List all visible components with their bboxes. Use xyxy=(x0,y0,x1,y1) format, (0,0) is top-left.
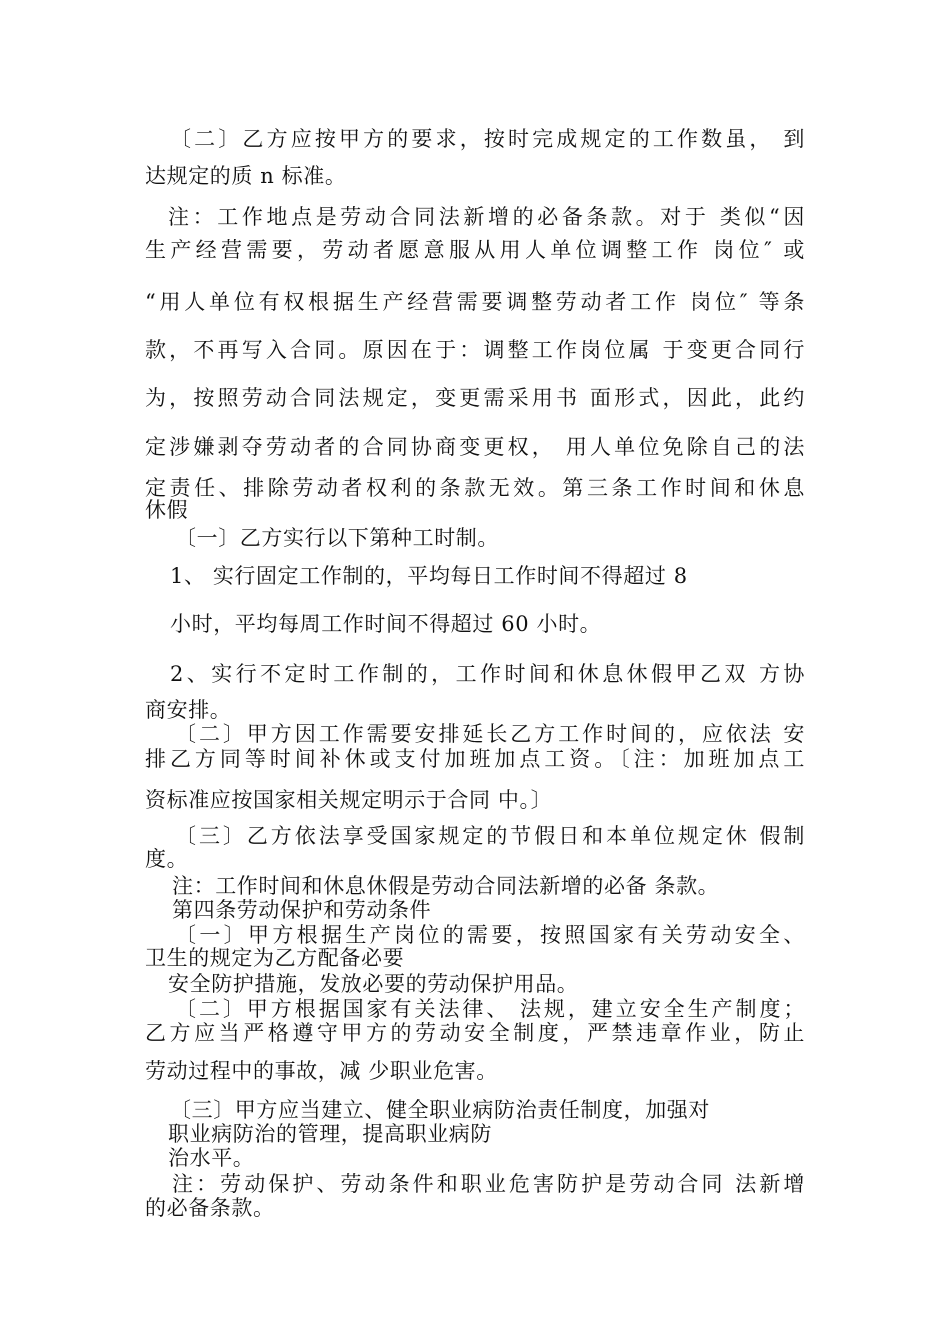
text-line-17: 排乙方同等时间补休或支付加班加点工资。〔注：加班加点工 xyxy=(145,747,805,771)
text-line-1: 〔二〕乙方应按甲方的要求，按时完成规定的工作数虽， 到 xyxy=(170,127,805,151)
text-line-26: 〔二〕甲方根据国家有关法律、 法规，建立安全生产制度； xyxy=(175,997,805,1021)
text-line-13: 小时，平均每周工作时间不得超过 60 小时。 xyxy=(170,612,602,636)
text-line-29: 〔三〕甲方应当建立、健全职业病防治责任制度，加强对 xyxy=(170,1098,710,1122)
text-line-21: 注：工作时间和休息休假是劳动合同法新增的必备 条款。 xyxy=(172,874,720,898)
text-line-23: 〔一〕甲方根据生产岗位的需要，按照国家有关劳动安全、 xyxy=(175,923,805,947)
text-line-7: 为，按照劳动合同法规定，变更需采用书 面形式，因此，此约 xyxy=(145,386,805,410)
text-line-9: 定责任、排除劳动者权利的条款无效。第三条工作时间和休息 xyxy=(145,476,805,500)
text-line-22: 第四条劳动保护和劳动条件 xyxy=(172,898,432,922)
text-line-6: 款，不再写入合同。原因在于：调整工作岗位属 于变更合同行 xyxy=(145,338,805,362)
text-line-4: 生产经营需要，劳动者愿意服从用人单位调整工作 岗位″ 或 xyxy=(145,238,805,262)
text-line-10: 休假 xyxy=(145,498,189,522)
text-line-31: 治水平。 xyxy=(168,1146,255,1170)
text-line-14: 2、实行不定时工作制的，工作时间和休息休假甲乙双 方协 xyxy=(170,662,805,686)
text-line-15: 商安排。 xyxy=(145,698,232,722)
text-line-3: 注：工作地点是劳动合同法新增的必备条款。对于 类似“因 xyxy=(168,205,805,229)
text-line-24: 卫生的规定为乙方配备必要 xyxy=(145,946,405,970)
text-line-33: 的必备条款。 xyxy=(145,1196,275,1220)
text-line-32: 注：劳动保护、劳动条件和职业危害防护是劳动合同 法新增 xyxy=(172,1172,805,1196)
text-line-8: 定涉嫌剥夺劳动者的合同协商变更权， 用人单位免除自己的法 xyxy=(145,435,805,459)
text-line-25: 安全防护措施，发放必要的劳动保护用品。 xyxy=(168,972,579,996)
text-line-18: 资标准应按国家相关规定明示于合同 中。〕 xyxy=(145,788,553,812)
text-line-20: 度。 xyxy=(145,847,189,871)
text-line-16: 〔二〕甲方因工作需要安排延长乙方工作时间的，应依法 安 xyxy=(175,722,805,746)
text-line-27: 乙方应当严格遵守甲方的劳动安全制度，严禁违章作业，防止 xyxy=(145,1021,805,1045)
text-line-30: 职业病防治的管理，提高职业病防 xyxy=(168,1122,492,1146)
text-line-28: 劳动过程中的事故，减 少职业危害。 xyxy=(145,1059,498,1083)
text-line-2: 达规定的质 n 标准。 xyxy=(145,164,347,188)
text-line-12: 1、 实行固定工作制的，平均每日工作时间不得超过 8 xyxy=(170,564,688,588)
text-line-11: 〔一〕乙方实行以下第种工时制。 xyxy=(175,526,499,550)
text-line-19: 〔三〕乙方依法享受国家规定的节假日和本单位规定休 假制 xyxy=(175,824,805,848)
text-line-5: “用人单位有权根据生产经营需要调整劳动者工作 岗位″ 等条 xyxy=(145,290,805,314)
